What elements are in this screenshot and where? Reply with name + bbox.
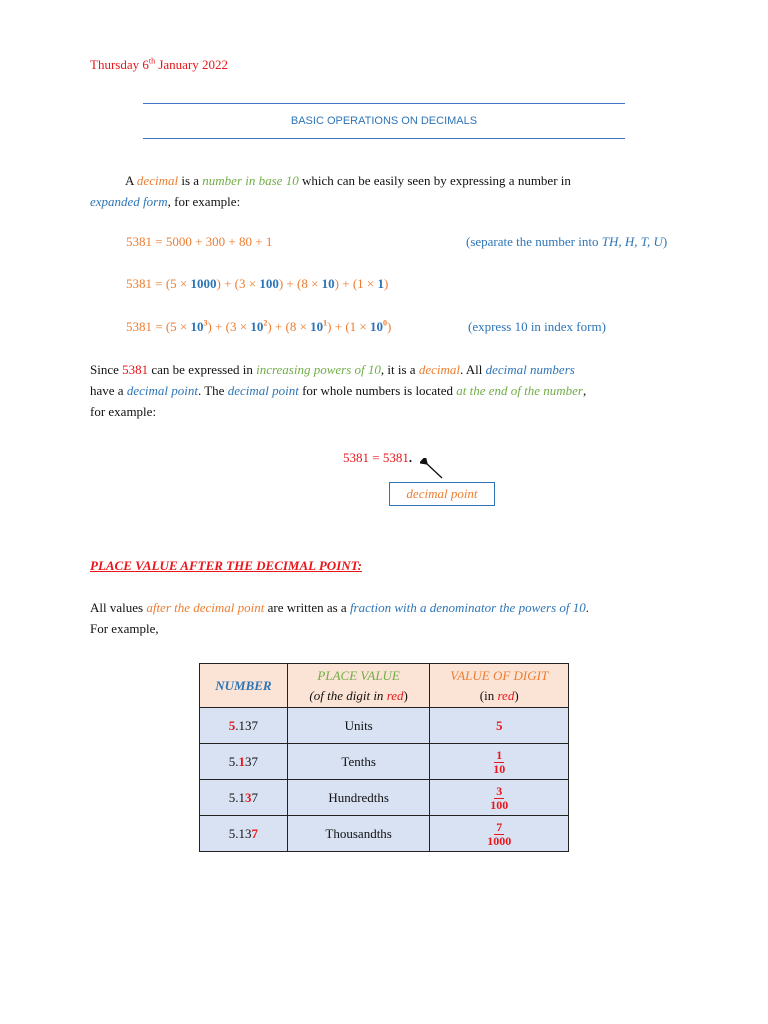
- table-row: [200, 816, 569, 852]
- section-title: PLACE VALUE AFTER THE DECIMAL POINT:: [90, 558, 362, 573]
- table-header-row: [200, 664, 569, 708]
- cell-value: [430, 780, 569, 816]
- equation-1-note: (separate the number into TH, H, T, U): [466, 234, 668, 249]
- cell-place: Hundredths: [287, 780, 430, 816]
- equation-1: 5381 = 5000 + 300 + 80 + 1: [126, 234, 273, 249]
- term-expanded-form: expanded form: [90, 194, 168, 209]
- intro-paragraph: A decimal is a number in base 10 which can be easily seen by expressing a number in expanded form, for example:: [90, 173, 571, 209]
- example-equation: 5381 = 5381.: [343, 450, 413, 465]
- fraction: $\frac{7}{1000}$: [487, 820, 512, 848]
- values-paragraph: All values after the decimal point are written as a fraction with a denominator the powers of 10. For example,: [90, 600, 589, 636]
- heading-rule-bottom: [143, 138, 625, 139]
- cell-value: [430, 744, 569, 780]
- cell-place: Tenths: [287, 744, 430, 780]
- cell-place: Units: [287, 708, 430, 744]
- since-paragraph: Since 5381 can be expressed in increasing powers of 10, it is a decimal. All decimal numbers have a decimal point. The decimal point for whole numbers is located at the end of the number, for example:: [90, 362, 587, 419]
- cell-number: 5.137: [200, 708, 288, 744]
- cell-place: Thousandths: [287, 816, 430, 852]
- place-value-table: [199, 663, 569, 852]
- header-value-of-digit: VALUE OF DIGIT (in red): [430, 664, 569, 708]
- decimal-point-label-box: decimal point: [389, 482, 495, 506]
- table-row: [200, 708, 569, 744]
- header-number: NUMBER: [200, 664, 288, 708]
- header-place-value: PLACE VALUE (of the digit in red): [287, 664, 430, 708]
- cell-number: 5.137: [200, 816, 288, 852]
- term-decimal: decimal: [136, 173, 179, 188]
- heading-rule-top: [143, 103, 625, 104]
- pointer-arrow-icon: [420, 458, 446, 482]
- cell-value: 5: [430, 708, 569, 744]
- equation-2: 5381 = (5 × 1000) + (3 × 100) + (8 × 10) + (1 × 1): [126, 276, 389, 291]
- fraction: $\frac{1}{10}$: [493, 748, 506, 776]
- document-date: Thursday 6th January 2022: [90, 56, 229, 72]
- table-row: [200, 744, 569, 780]
- cell-number: 5.137: [200, 744, 288, 780]
- cell-number: 5.137: [200, 780, 288, 816]
- equation-3: $5381 = (5 \times 10^3) + (3 \times 10^2) + (8 \times 10^1) + (1 \times 10^0)$: [126, 318, 392, 334]
- cell-value: [430, 816, 569, 852]
- table-row: [200, 780, 569, 816]
- term-base10: number in base 10: [202, 173, 299, 188]
- equation-3-note: (express 10 in index form): [468, 319, 606, 334]
- page-title: BASIC OPERATIONS ON DECIMALS: [290, 115, 478, 127]
- fraction: $\frac{3}{100}$: [490, 784, 509, 812]
